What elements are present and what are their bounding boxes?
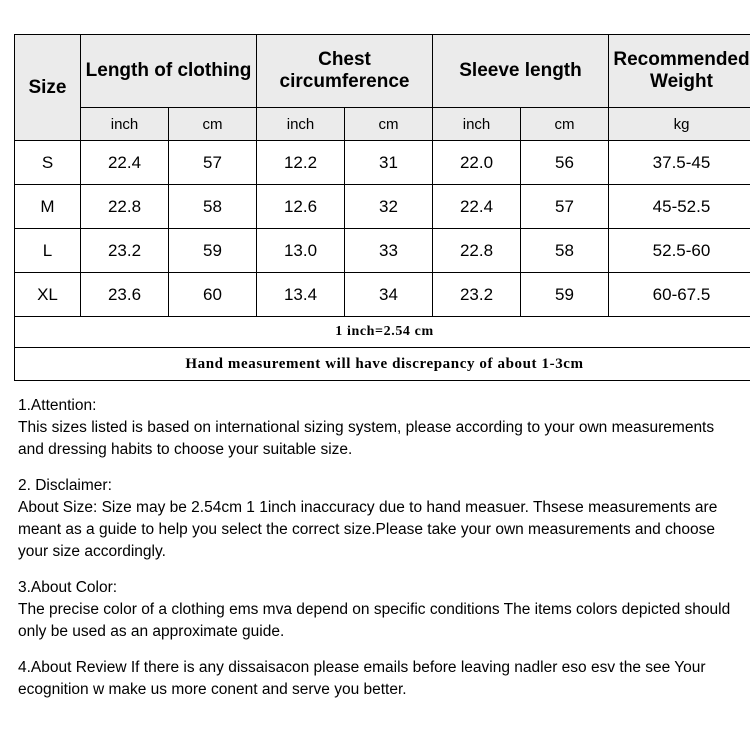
header-sleeve-length: Sleeve length: [433, 35, 609, 108]
cell-weight-kg: 45-52.5: [609, 185, 750, 229]
header-chest-circumference: Chest circumference: [257, 35, 433, 108]
cell-length-inch: 22.8: [81, 185, 169, 229]
header-unit-sleeve-inch: inch: [433, 108, 521, 141]
size-chart-table: [14, 34, 750, 381]
cell-length-cm: 60: [169, 273, 257, 317]
table-header-unit-row: [15, 108, 750, 141]
table-row: [15, 273, 750, 317]
header-recommended-weight: Recommended Weight: [609, 35, 750, 108]
header-size: Size: [15, 35, 81, 141]
cell-weight-kg: 60-67.5: [609, 273, 750, 317]
cell-sleeve-inch: 23.2: [433, 273, 521, 317]
cell-length-inch: 22.4: [81, 141, 169, 185]
cell-chest-cm: 31: [345, 141, 433, 185]
header-unit-chest-inch: inch: [257, 108, 345, 141]
footnote-conversion: 1 inch=2.54 cm: [15, 317, 750, 348]
cell-sleeve-cm: 59: [521, 273, 609, 317]
note-disclaimer: 2. Disclaimer: About Size: Size may be 2.54cm 1 1inch inaccuracy due to hand measuer. Thsese measurements are meant as a guide to help you select the correct size.Please take your own measurements and choose your size accordingly.: [18, 477, 718, 560]
cell-sleeve-cm: 58: [521, 229, 609, 273]
cell-sleeve-cm: 57: [521, 185, 609, 229]
cell-chest-inch: 12.6: [257, 185, 345, 229]
cell-weight-kg: 37.5-45: [609, 141, 750, 185]
cell-weight-kg: 52.5-60: [609, 229, 750, 273]
cell-chest-inch: 12.2: [257, 141, 345, 185]
cell-length-inch: 23.6: [81, 273, 169, 317]
header-length-of-clothing: Length of clothing: [81, 35, 257, 108]
cell-length-inch: 23.2: [81, 229, 169, 273]
cell-sleeve-inch: 22.0: [433, 141, 521, 185]
note-about-review: 4.About Review If there is any dissaisacon please emails before leaving nadler eso esv the see Your ecognition w make us more conent and serve you better.: [18, 659, 706, 698]
cell-sleeve-inch: 22.4: [433, 185, 521, 229]
cell-length-cm: 57: [169, 141, 257, 185]
table-row: [15, 141, 750, 185]
header-unit-weight-kg: kg: [609, 108, 750, 141]
table-footnote-row: [15, 348, 750, 381]
header-unit-length-inch: inch: [81, 108, 169, 141]
cell-length-cm: 59: [169, 229, 257, 273]
row-size-label: XL: [15, 273, 81, 317]
table-row: [15, 229, 750, 273]
cell-chest-cm: 33: [345, 229, 433, 273]
note-attention: 1.Attention: This sizes listed is based on international sizing system, please according to your own measurements and dressing habits to choose your suitable size.: [18, 397, 715, 458]
table-row: [15, 185, 750, 229]
table-header-group-row: [15, 35, 750, 108]
cell-chest-inch: 13.0: [257, 229, 345, 273]
cell-length-cm: 58: [169, 185, 257, 229]
header-unit-sleeve-cm: cm: [521, 108, 609, 141]
cell-chest-inch: 13.4: [257, 273, 345, 317]
cell-chest-cm: 34: [345, 273, 433, 317]
cell-sleeve-inch: 22.8: [433, 229, 521, 273]
header-unit-length-cm: cm: [169, 108, 257, 141]
notes-section: [18, 395, 732, 701]
note-about-color: 3.About Color: The precise color of a clothing ems mva depend on specific conditions The items colors depicted should only be used as an approximate guide.: [18, 579, 731, 640]
row-size-label: S: [15, 141, 81, 185]
row-size-label: M: [15, 185, 81, 229]
table-footnote-row: [15, 317, 750, 348]
row-size-label: L: [15, 229, 81, 273]
cell-sleeve-cm: 56: [521, 141, 609, 185]
cell-chest-cm: 32: [345, 185, 433, 229]
footnote-discrepancy: Hand measurement will have discrepancy of about 1-3cm: [15, 348, 750, 381]
header-unit-chest-cm: cm: [345, 108, 433, 141]
